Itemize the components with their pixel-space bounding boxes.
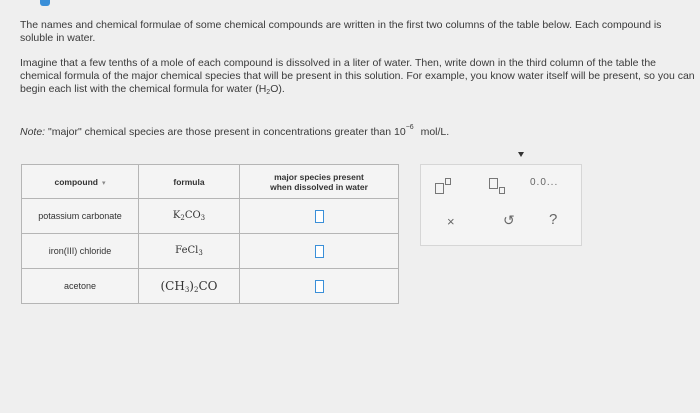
compound-name: potassium carbonate — [22, 199, 139, 234]
note-paragraph — [20, 121, 449, 139]
compound-name: acetone — [22, 269, 139, 304]
formula-cell: $(CH_3)_2CO$ — [139, 269, 240, 304]
note-label: Note: — [20, 126, 46, 138]
multiple-species-button[interactable]: 0.0... — [530, 177, 559, 188]
table-header-row — [22, 165, 399, 199]
clear-icon[interactable]: × — [447, 214, 455, 229]
header-formula: formula — [139, 165, 240, 199]
formula-cell: FeCl$_3$ — [139, 234, 240, 269]
compound-name: iron(III) chloride — [22, 234, 139, 269]
answer-input-box[interactable] — [315, 280, 324, 293]
note-exponent: −6 — [405, 124, 414, 131]
subscript-icon[interactable] — [487, 175, 509, 197]
undo-icon[interactable]: ↺ — [503, 212, 515, 228]
cursor-icon — [518, 152, 524, 157]
superscript-icon[interactable] — [433, 175, 455, 197]
note-text: "major" chemical species are those present in concentrations greater than 10 — [48, 126, 406, 138]
collapse-tab-icon[interactable] — [40, 0, 50, 6]
table-row — [22, 199, 399, 234]
answer-input-box[interactable] — [315, 245, 324, 258]
header-compound[interactable]: compound ▾ — [22, 165, 139, 199]
table-row — [22, 234, 399, 269]
intro-paragraph-1: The names and chemical formulae of some chemical compounds are written in the first two columns of the table below. Each compound is soluble in water. — [20, 19, 662, 44]
header-major-species: major species present when dissolved in water — [240, 165, 399, 199]
species-answer-cell[interactable] — [240, 269, 399, 304]
species-table — [21, 164, 399, 304]
sort-caret-icon: ▾ — [101, 179, 106, 187]
species-answer-cell[interactable] — [240, 234, 399, 269]
species-answer-cell[interactable] — [240, 199, 399, 234]
table-row — [22, 269, 399, 304]
help-icon[interactable]: ? — [549, 211, 558, 228]
intro-paragraph-2: Imagine that a few tenths of a mole of each compound is dissolved in a liter of water. Then, write down in the third column of the table the chemical formula of the major chemical species that will be present in this solution. For example, you know water itself will be present, so you can begin each list with the chemical formula for water $(H_2O)$. — [20, 57, 695, 96]
formula-cell: $K_2CO_3$ — [139, 199, 240, 234]
answer-input-box[interactable] — [315, 210, 324, 223]
note-unit: mol/L. — [420, 126, 450, 138]
formula-toolbar — [420, 164, 582, 246]
